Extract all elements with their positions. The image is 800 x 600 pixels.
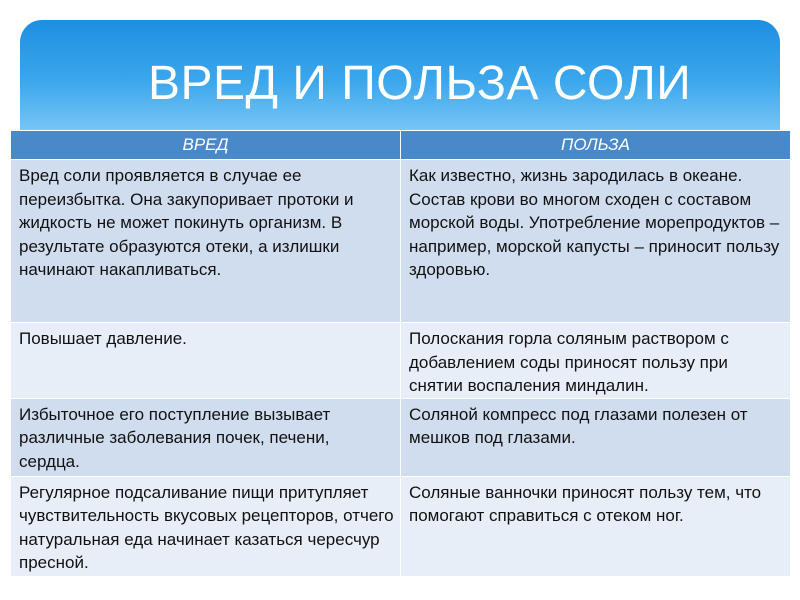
benefit-cell: Полоскания горла соляным раствором с добавлением соды приносят пользу при снятии воспаления миндалин. <box>401 323 791 399</box>
table-row <box>11 476 791 576</box>
benefit-cell: Как известно, жизнь зародилась в океане. Состав крови во многом сходен с составом морской воды. Употребление морепродуктов – например, морской капусты – приносит пользу здоровью. <box>401 160 791 323</box>
harm-cell: Вред соли проявляется в случае ее переизбытка. Она закупоривает протоки и жидкость не может покинуть организм. В результате образуются отеки, а излишки начинают накапливаться. <box>11 160 401 323</box>
table-header-row <box>11 131 791 160</box>
table-row <box>11 398 791 476</box>
benefit-cell: Соляной компресс под глазами полезен от мешков под глазами. <box>401 398 791 476</box>
harm-cell: Регулярное подсаливание пищи притупляет чувствительность вкусовых рецепторов, отчего натуральная еда начинает казаться чересчур пресной. <box>11 476 401 576</box>
harm-benefit-table <box>10 130 791 577</box>
benefit-column-header: ПОЛЬЗА <box>401 131 791 160</box>
table-row <box>11 323 791 399</box>
harm-column-header: ВРЕД <box>11 131 401 160</box>
table-row <box>11 160 791 323</box>
benefit-cell: Соляные ванночки приносят пользу тем, что помогают справиться с отеком ног. <box>401 476 791 576</box>
harm-cell: Избыточное его поступление вызывает различные заболевания почек, печени, сердца. <box>11 398 401 476</box>
harm-cell: Повышает давление. <box>11 323 401 399</box>
slide-title: ВРЕД И ПОЛЬЗА СОЛИ <box>148 57 692 110</box>
